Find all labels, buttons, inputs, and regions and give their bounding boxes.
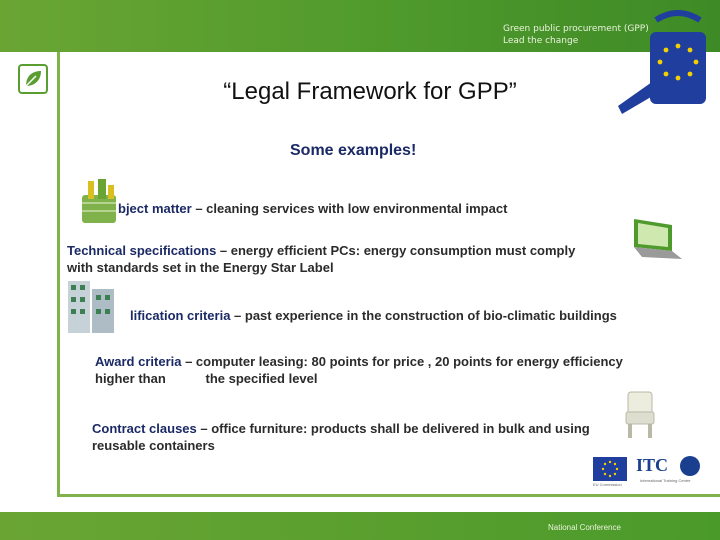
frame-bottom-border: [57, 494, 720, 497]
example-subject-matter: [118, 200, 507, 217]
technical-specifications-label: Technical specifications: [67, 243, 217, 258]
frame-left-border: [57, 52, 60, 496]
watering-can-icon: [612, 10, 716, 135]
header-tagline: Lead the change: [503, 36, 579, 46]
contract-clauses-label: Contract clauses: [92, 421, 197, 436]
eu-logo-caption: EU Commission: [593, 482, 622, 487]
building-icon: [62, 275, 122, 342]
subject-matter-label: bject matter: [118, 201, 192, 216]
header-title: Green public procurement (GPP): [503, 24, 649, 34]
cleaning-basket-icon: [78, 177, 122, 232]
contract-clauses-text-2: reusable containers: [92, 438, 215, 453]
qualification-criteria-text: – past experience in the construction of bio-climatic buildings: [230, 308, 617, 323]
award-criteria-text-2: higher than the specified level: [95, 371, 318, 386]
subject-matter-text: – cleaning services with low environmental impact: [191, 201, 508, 216]
itc-logo-caption: International Training Centre: [640, 478, 691, 483]
technical-specifications-text-2: with standards set in the Energy Star Label: [67, 260, 334, 275]
chair-icon: [620, 388, 660, 445]
contract-clauses-text: – office furniture: products shall be delivered in bulk and using: [196, 421, 590, 436]
example-technical-specifications: [67, 242, 575, 276]
footer-text: National Conference: [548, 523, 621, 532]
example-award-criteria: [95, 353, 675, 387]
technical-specifications-text: – energy efficient PCs: energy consumption must comply: [216, 243, 576, 258]
itc-logo-text: ITC: [636, 455, 669, 475]
award-criteria-label: Award criteria: [95, 354, 182, 369]
example-qualification-criteria: [130, 307, 617, 324]
laptop-icon: [628, 215, 684, 266]
footer-bar: [0, 512, 720, 540]
qualification-criteria-label: lification criteria: [130, 308, 231, 323]
award-criteria-text: – computer leasing: 80 points for price , 20 points for energy efficiency: [181, 354, 623, 369]
example-contract-clauses: [92, 420, 652, 454]
slide-subtitle: Some examples!: [290, 142, 417, 159]
slide-title: “Legal Framework for GPP”: [223, 78, 517, 105]
ilo-emblem-icon: [680, 456, 700, 476]
eu-flag-logo: [593, 457, 627, 481]
